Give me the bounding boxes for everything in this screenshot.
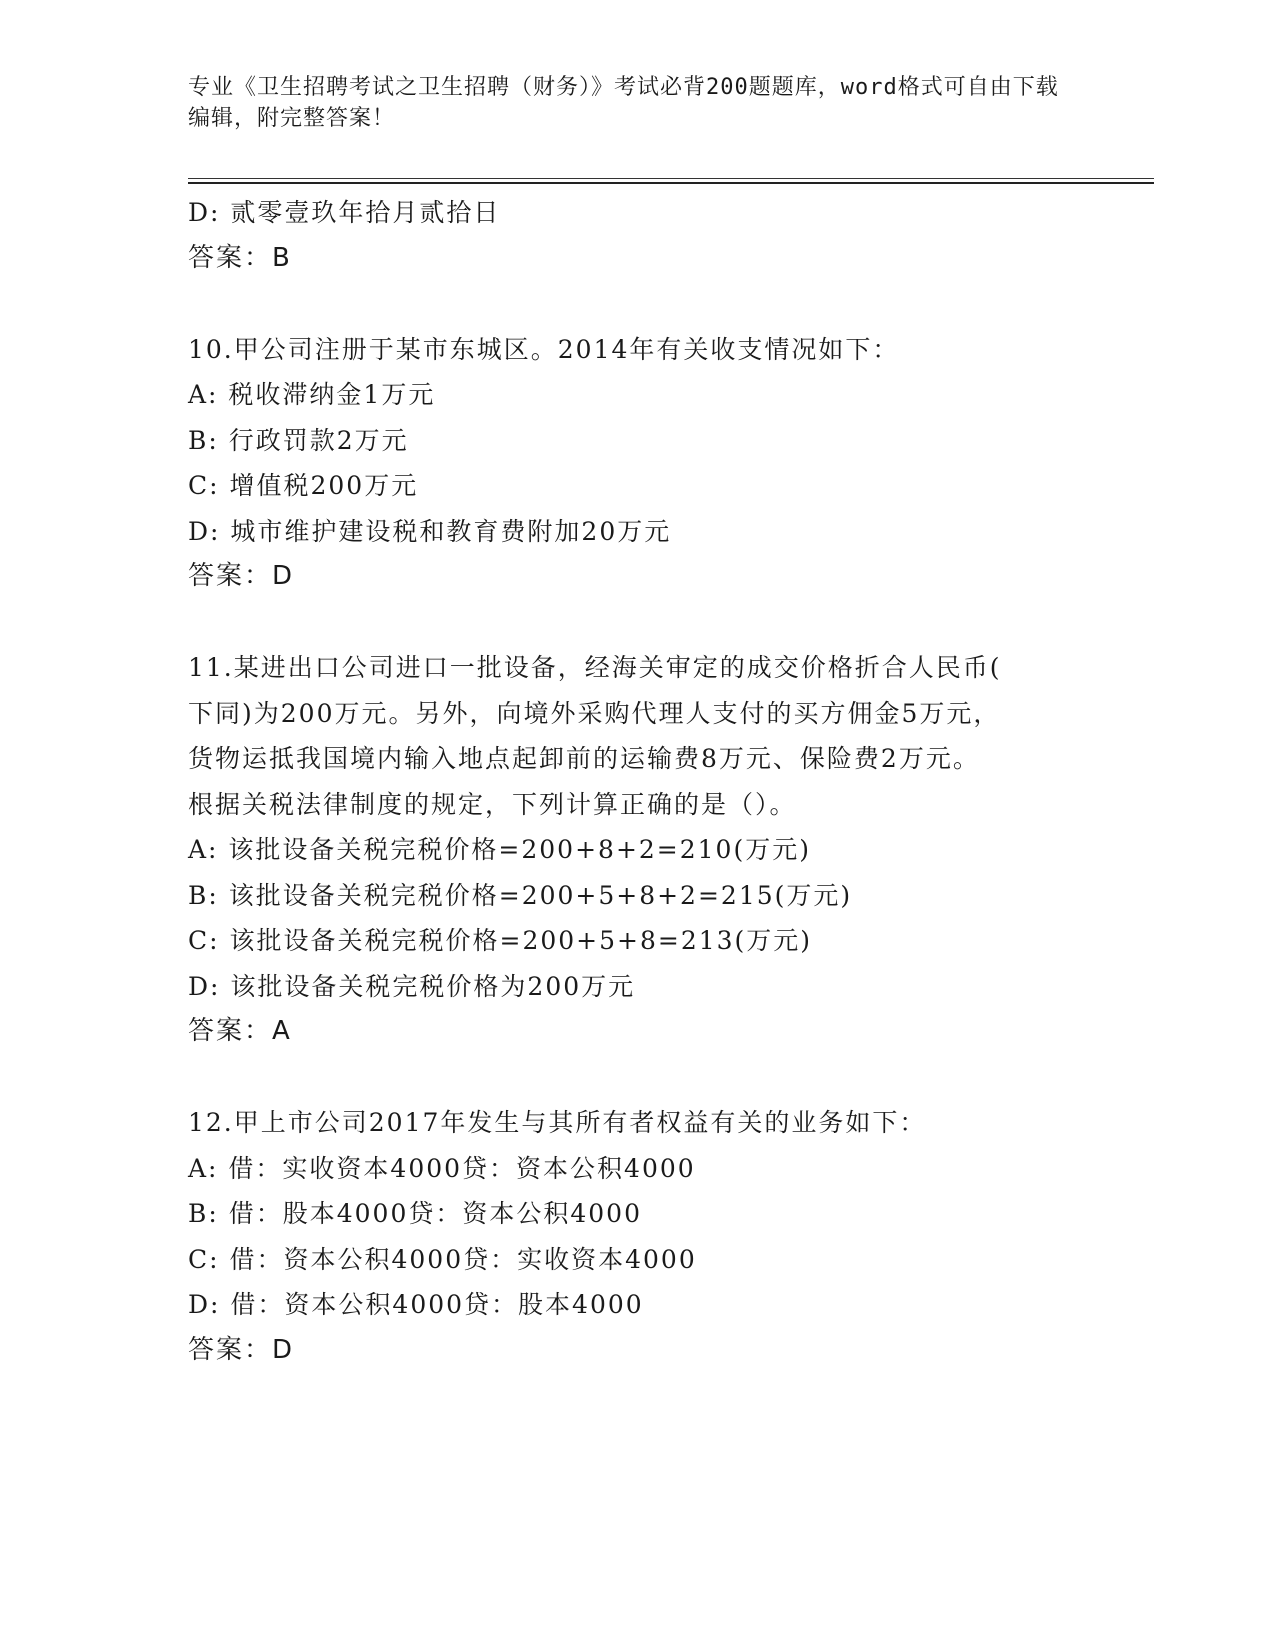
question-stem-line-1: 11.某进出口公司进口一批设备，经海关审定的成交价格折合人民币( [188, 653, 1002, 682]
spacer [188, 281, 1088, 327]
question-list [188, 190, 1088, 1373]
option-c: C: 借：资本公积4000贷：实收资本4000 [188, 1244, 697, 1274]
header-title: 专业《卫生招聘考试之卫生招聘（财务）》考试必背200题题库，word格式可自由下载编辑，附完整答案！ [188, 75, 1059, 131]
question-stem: 12.甲上市公司2017年发生与其所有者权益有关的业务如下： [188, 1108, 927, 1137]
option-a: A: 该批设备关税完税价格=200+8+2=210(万元) [188, 835, 811, 864]
option-c: C: 该批设备关税完税价格=200+5+8=213(万元) [188, 926, 813, 955]
option-b: B: 行政罚款2万元 [188, 425, 409, 455]
option-d: D: 城市维护建设税和教育费附加20万元 [188, 516, 672, 546]
option-c: C: 增值税200万元 [188, 471, 419, 500]
option-d: D: 贰零壹玖年拾月贰拾日 [188, 198, 501, 227]
question-stem-line-3: 货物运抵我国境内输入地点起卸前的运输费8万元、保险费2万元。 [188, 744, 980, 773]
question-item-9 [188, 190, 1088, 281]
answer-line: 答案：D [188, 1334, 295, 1365]
option-a: A: 借：实收资本4000贷：资本公积4000 [188, 1153, 696, 1183]
answer-line: 答案：A [188, 1016, 292, 1046]
question-item-12 [188, 1100, 1088, 1373]
document-header [188, 72, 1068, 134]
header-rule-thin [188, 178, 1154, 179]
spacer [188, 1055, 1088, 1101]
question-stem-line-4: 根据关税法律制度的规定，下列计算正确的是（）。 [188, 789, 797, 819]
answer-line: 答案：B [188, 242, 292, 273]
spacer [188, 600, 1088, 646]
answer-line: 答案：D [188, 561, 295, 591]
option-b: B: 借：股本4000贷：资本公积4000 [188, 1199, 642, 1228]
option-a: A: 税收滞纳金1万元 [188, 380, 436, 409]
question-item-11 [188, 645, 1088, 1055]
question-item-10 [188, 327, 1088, 600]
question-stem: 10.甲公司注册于某市东城区。2014年有关收支情况如下： [188, 334, 900, 364]
option-d: D: 借：资本公积4000贷：股本4000 [188, 1290, 644, 1319]
option-b: B: 该批设备关税完税价格=200+5+8+2=215(万元) [188, 880, 853, 910]
option-d: D: 该批设备关税完税价格为200万元 [188, 971, 636, 1001]
header-rule-thick [188, 182, 1154, 184]
question-stem-line-2: 下同)为200万元。另外，向境外采购代理人支付的买方佣金5万元， [188, 698, 1001, 728]
